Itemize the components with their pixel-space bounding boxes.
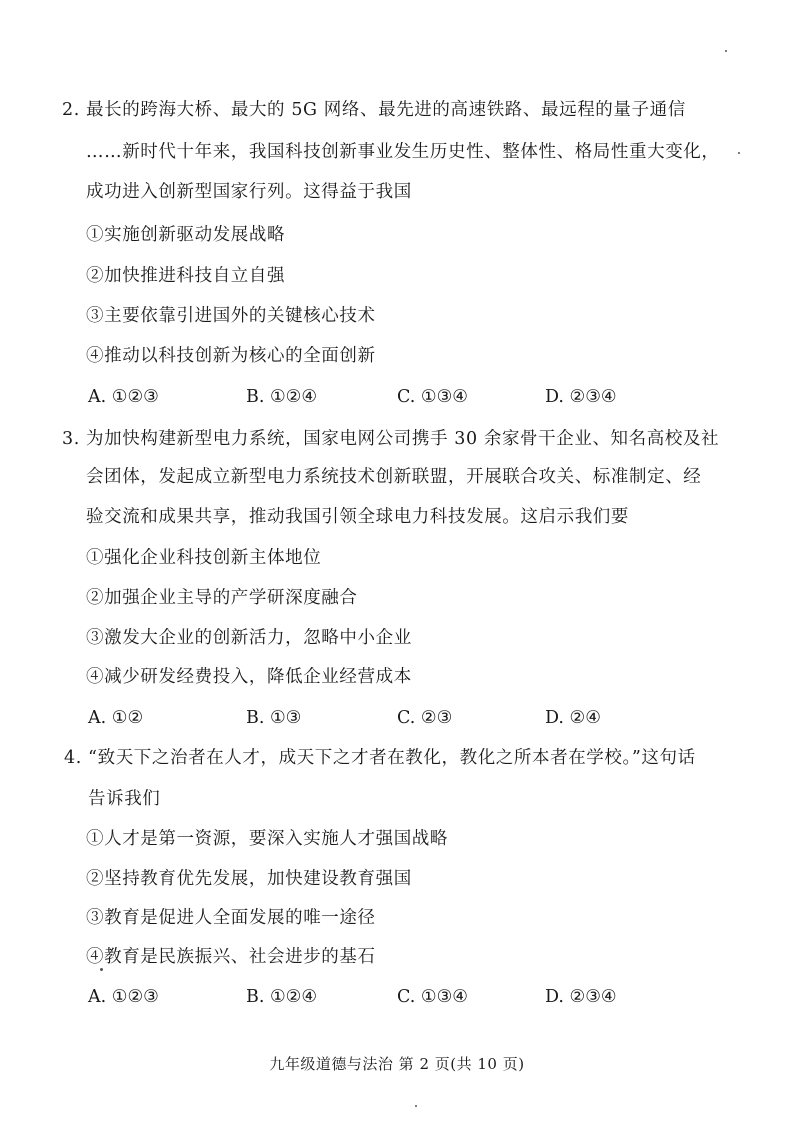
q4-stem-line-1: 4. “致天下之治者在人才，成天下之才者在教化，教化之所本者在学校。”这句话 [64,748,696,768]
q3-statement-2: ②加强企业主导的产学研深度融合 [86,588,358,608]
q2-option-a: A. ①②③ [88,387,159,407]
q2-option-d: D. ②③④ [545,387,617,407]
q3-option-d: D. ②④ [545,708,601,728]
q2-statement-4: ④推动以科技创新为核心的全面创新 [86,346,376,366]
scan-speck [725,50,727,52]
q2-stem-line-2: ……新时代十年来，我国科技创新事业发生历史性、整体性、格局性重大变化， [86,142,720,162]
q4-statement-3: ③教育是促进人全面发展的唯一途径 [86,908,376,928]
q4-option-d: D. ②③④ [545,987,617,1007]
scan-speck [415,1105,417,1107]
q3-option-c: C. ②③ [397,708,453,728]
q2-statement-3: ③主要依靠引进国外的关键核心技术 [86,306,376,326]
scan-speck [738,152,740,154]
q2-option-c: C. ①③④ [397,387,468,407]
q2-option-b: B. ①②④ [246,387,318,407]
q4-statement-4: ④教育是民族振兴、社会进步的基石 [86,947,376,967]
q2-stem-line-3: 成功进入创新型国家行列。这得益于我国 [86,182,412,202]
q2-statement-1: ①实施创新驱动发展战略 [86,225,286,245]
q3-statement-3: ③激发大企业的创新活力，忽略中小企业 [86,628,412,648]
q3-option-b: B. ①③ [246,708,302,728]
q4-statement-1: ①人才是第一资源，要深入实施人才强国战略 [86,829,448,849]
q4-option-c: C. ①③④ [397,987,468,1007]
q3-statement-4: ④减少研发经费投入，降低企业经营成本 [86,667,412,687]
q4-statement-2: ②坚持教育优先发展，加快建设教育强国 [86,869,412,889]
q4-option-a: A. ①②③ [88,987,159,1007]
q3-stem-line-2: 会团体，发起成立新型电力系统技术创新联盟，开展联合攻关、标准制定、经 [86,467,702,487]
q3-stem-line-3: 验交流和成果共享，推动我国引领全球电力科技发展。这启示我们要 [86,507,629,527]
page-footer: 九年级道德与法治 第 2 页(共 10 页) [269,1055,525,1073]
q3-stem-line-1: 3. 为加快构建新型电力系统，国家电网公司携手 30 余家骨干企业、知名高校及社 [62,429,720,449]
q3-statement-1: ①强化企业科技创新主体地位 [86,548,322,568]
q2-stem-line-1: 2. 最长的跨海大桥、最大的 5G 网络、最先进的高速铁路、最远程的量子通信 [62,100,686,120]
q4-option-b: B. ①②④ [246,987,318,1007]
scan-speck [100,968,103,971]
q2-statement-2: ②加快推进科技自立自强 [86,266,286,286]
q3-option-a: A. ①② [88,708,144,728]
q4-stem-line-2: 告诉我们 [88,789,161,809]
